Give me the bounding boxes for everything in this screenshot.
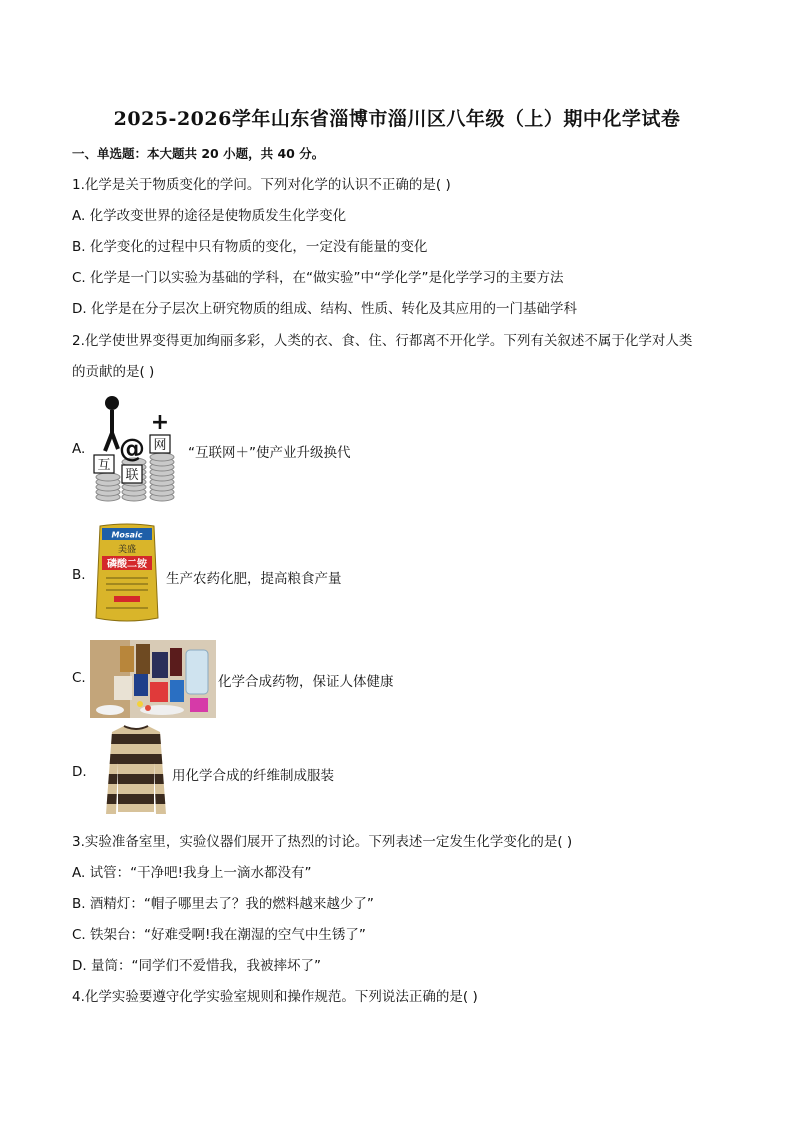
question-3-stem: 3.实验准备室里，实验仪器们展开了热烈的讨论。下列表述一定发生化学变化的是( ) <box>72 834 573 850</box>
section-heading: 一、单选题：本大题共 20 小题，共 40 分。 <box>72 146 325 161</box>
question-4-stem: 4.化学实验要遵守化学实验室规则和操作规范。下列说法正确的是( ) <box>72 989 478 1005</box>
fertilizer-bag-image <box>92 522 162 624</box>
question-2-option-c-text: 化学合成药物，保证人体健康 <box>218 674 394 690</box>
bag-line2: 磷酸二铵 <box>107 559 147 570</box>
char-hu: 互 <box>97 458 111 473</box>
question-1-option-b: B. 化学变化的过程中只有物质的变化，一定没有能量的变化 <box>72 239 428 255</box>
plus-symbol: + <box>150 410 170 435</box>
medicines-graphic <box>90 640 216 718</box>
exam-title: 2025-2026学年山东省淄博市淄川区八年级（上）期中化学试卷 <box>113 108 681 130</box>
question-1-option-d: D. 化学是在分子层次上研究物质的组成、结构、性质、转化及其应用的一门基础学科 <box>72 301 577 317</box>
coins-figure-graphic <box>88 393 184 505</box>
question-2-stem-line2: 的贡献的是( ) <box>72 364 155 380</box>
question-2-option-a-text: “互联网＋”使产业升级换代 <box>188 445 351 461</box>
question-2-option-d-text: 用化学合成的纤维制成服装 <box>172 768 334 784</box>
sweater-graphic <box>104 722 168 818</box>
question-2-option-a-label: A. <box>72 441 86 457</box>
question-3-option-b: B. 酒精灯：“帽子哪里去了？我的燃料越来越少了” <box>72 896 374 912</box>
medicines-image <box>90 640 216 718</box>
fertilizer-bag-graphic <box>92 522 162 624</box>
question-1-option-c: C. 化学是一门以实验为基础的学科，在“做实验”中“学化学”是化学学习的主要方法 <box>72 270 564 286</box>
bag-line1: 美盛 <box>117 545 137 555</box>
sweater-image <box>104 722 168 818</box>
question-2-option-d-label: D. <box>72 764 87 780</box>
bag-brand: Mosaic <box>111 530 143 540</box>
question-2-option-c-label: C. <box>72 670 86 686</box>
question-2-stem-line1: 2.化学使世界变得更加绚丽多彩，人类的衣、食、住、行都离不开化学。下列有关叙述不属于化学对人类 <box>72 333 693 349</box>
char-wang: 网 <box>153 438 167 453</box>
question-2-option-b-text: 生产农药化肥，提高粮食产量 <box>166 571 342 587</box>
question-3-option-d: D. 量筒：“同学们不爱惜我，我被摔坏了” <box>72 958 321 974</box>
char-lian: 联 <box>125 468 139 483</box>
internet-plus-image <box>88 393 184 505</box>
question-1-option-a: A. 化学改变世界的途径是使物质发生化学变化 <box>72 208 347 224</box>
at-symbol: @ <box>119 434 145 464</box>
question-3-option-a: A. 试管：“干净吧!我身上一滴水都没有” <box>72 865 312 881</box>
question-2-option-b-label: B. <box>72 567 86 583</box>
question-1-stem: 1.化学是关于物质变化的学问。下列对化学的认识不正确的是( ) <box>72 177 451 193</box>
question-3-option-c: C. 铁架台：“好难受啊!我在潮湿的空气中生锈了” <box>72 927 366 943</box>
